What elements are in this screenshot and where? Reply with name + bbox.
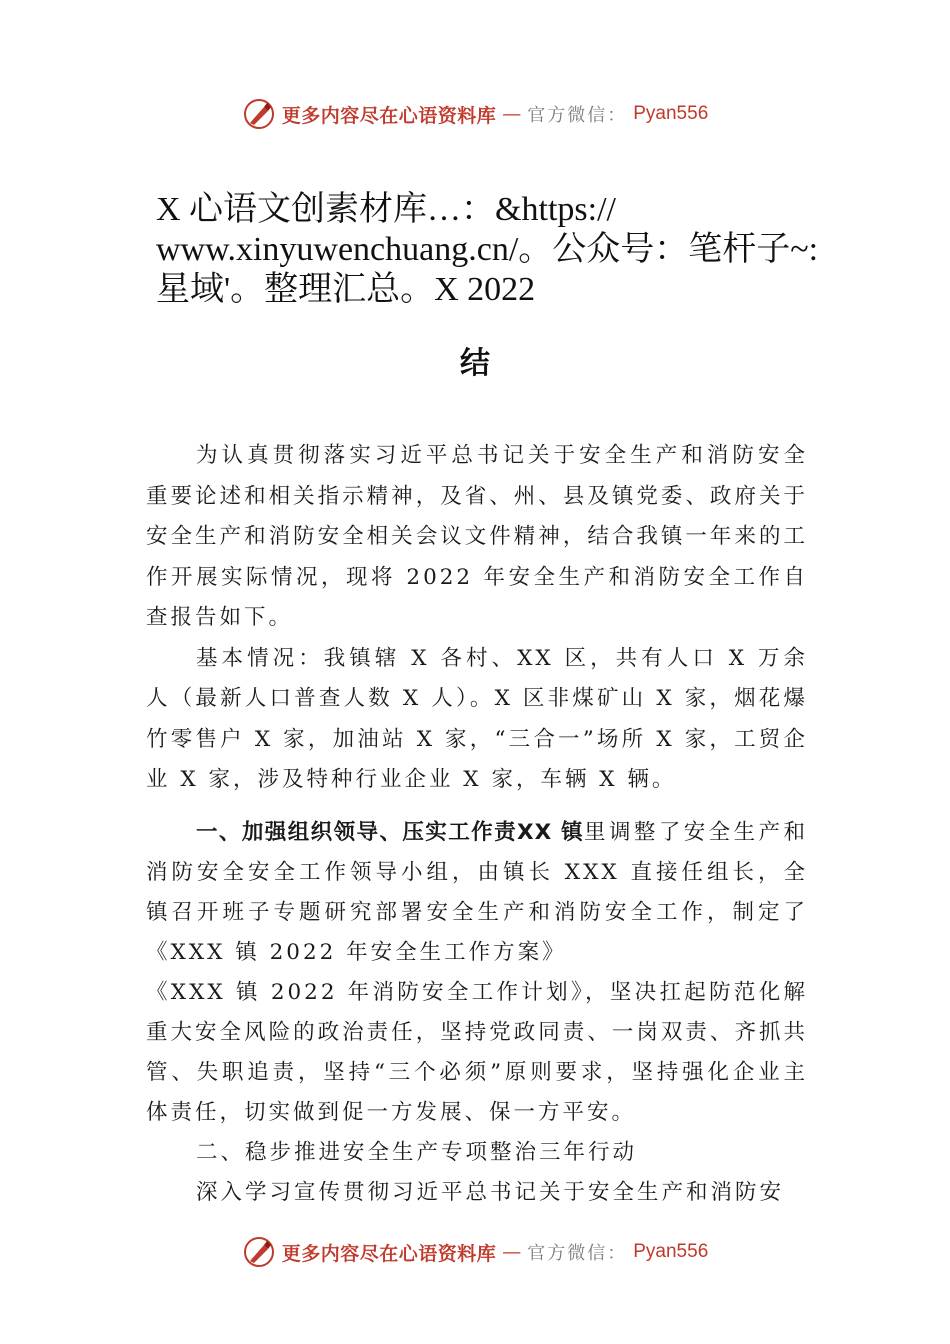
document-body xyxy=(146,436,808,1214)
paragraph-organization-text: 里调整了安全生产和消防安全安全工作领导小组，由镇长 XXX 直接任组长，全镇召开班子专题研究部署安全生产和消防安全工作，制定了《XXX 镇 2022 年安全生工作方案》 xyxy=(146,819,808,965)
section-heading-1-tail: XX 镇 xyxy=(517,819,585,845)
section-heading-1: 一、加强组织领导、压实工作责 xyxy=(196,819,518,845)
header-watermark-banner xyxy=(0,94,950,134)
banner-dash: — xyxy=(502,1241,522,1263)
document-subtitle: 结 xyxy=(460,346,490,381)
paragraph-organization-continued: 《XXX 镇 2022 年消防安全工作计划》，坚决扛起防范化解重大安全风险的政治责任，坚持党政同责、一岗双责、齐抓共管、失职追责，坚持“三个必须”原则要求，坚持强化企业主体责任，切实做到促一方发展、保一方平安。 xyxy=(146,979,808,1125)
paragraph-study: 深入学习宣传贯彻习近平总书记关于安全生产和消防安 xyxy=(196,1180,785,1205)
banner-dash: — xyxy=(502,103,522,125)
paragraph-intro: 为认真贯彻落实习近平总书记关于安全生产和消防安全重要论述和相关指示精神，及省、州、县及镇党委、政府关于安全生产和消防安全相关会议文件精神，结合我镇一年来的工作开展实际情况，现将 2022 年安全生产和消防安全工作自查报告如下。 xyxy=(146,443,808,630)
section-heading-2: 二、稳步推进安全生产专项整治三年行动 xyxy=(196,1139,638,1165)
banner-wechat-label: 官方微信： xyxy=(527,1243,628,1264)
paragraph-organization xyxy=(146,813,808,973)
pen-nib-seal-icon xyxy=(242,97,276,131)
banner-wechat-label: 官方微信： xyxy=(527,105,628,126)
pen-nib-seal-icon xyxy=(242,1235,276,1269)
document-title: X 心语文创素材库…：&https:// www.xinyuwenchuang.cn/。公众号：笔杆子~: 星域'。整理汇总。X 2022 xyxy=(156,191,819,308)
banner-wechat-id: Pyan556 xyxy=(633,103,709,124)
paragraph-basic-info: 基本情况：我镇辖 X 各村、XX 区，共有人口 X 万余人（最新人口普查人数 X 人）。X 区非煤矿山 X 家，烟花爆竹零售户 X 家，加油站 X 家，“三合一”场所 X 家，工贸企业 X 家，涉及特种行业企业 X 家，车辆 X 辆。 xyxy=(146,645,808,792)
banner-promo-text: 更多内容尽在心语资料库 xyxy=(281,1242,497,1265)
footer-watermark-banner xyxy=(0,1232,950,1272)
banner-wechat-id: Pyan556 xyxy=(633,1241,709,1262)
banner-promo-text: 更多内容尽在心语资料库 xyxy=(281,104,497,127)
